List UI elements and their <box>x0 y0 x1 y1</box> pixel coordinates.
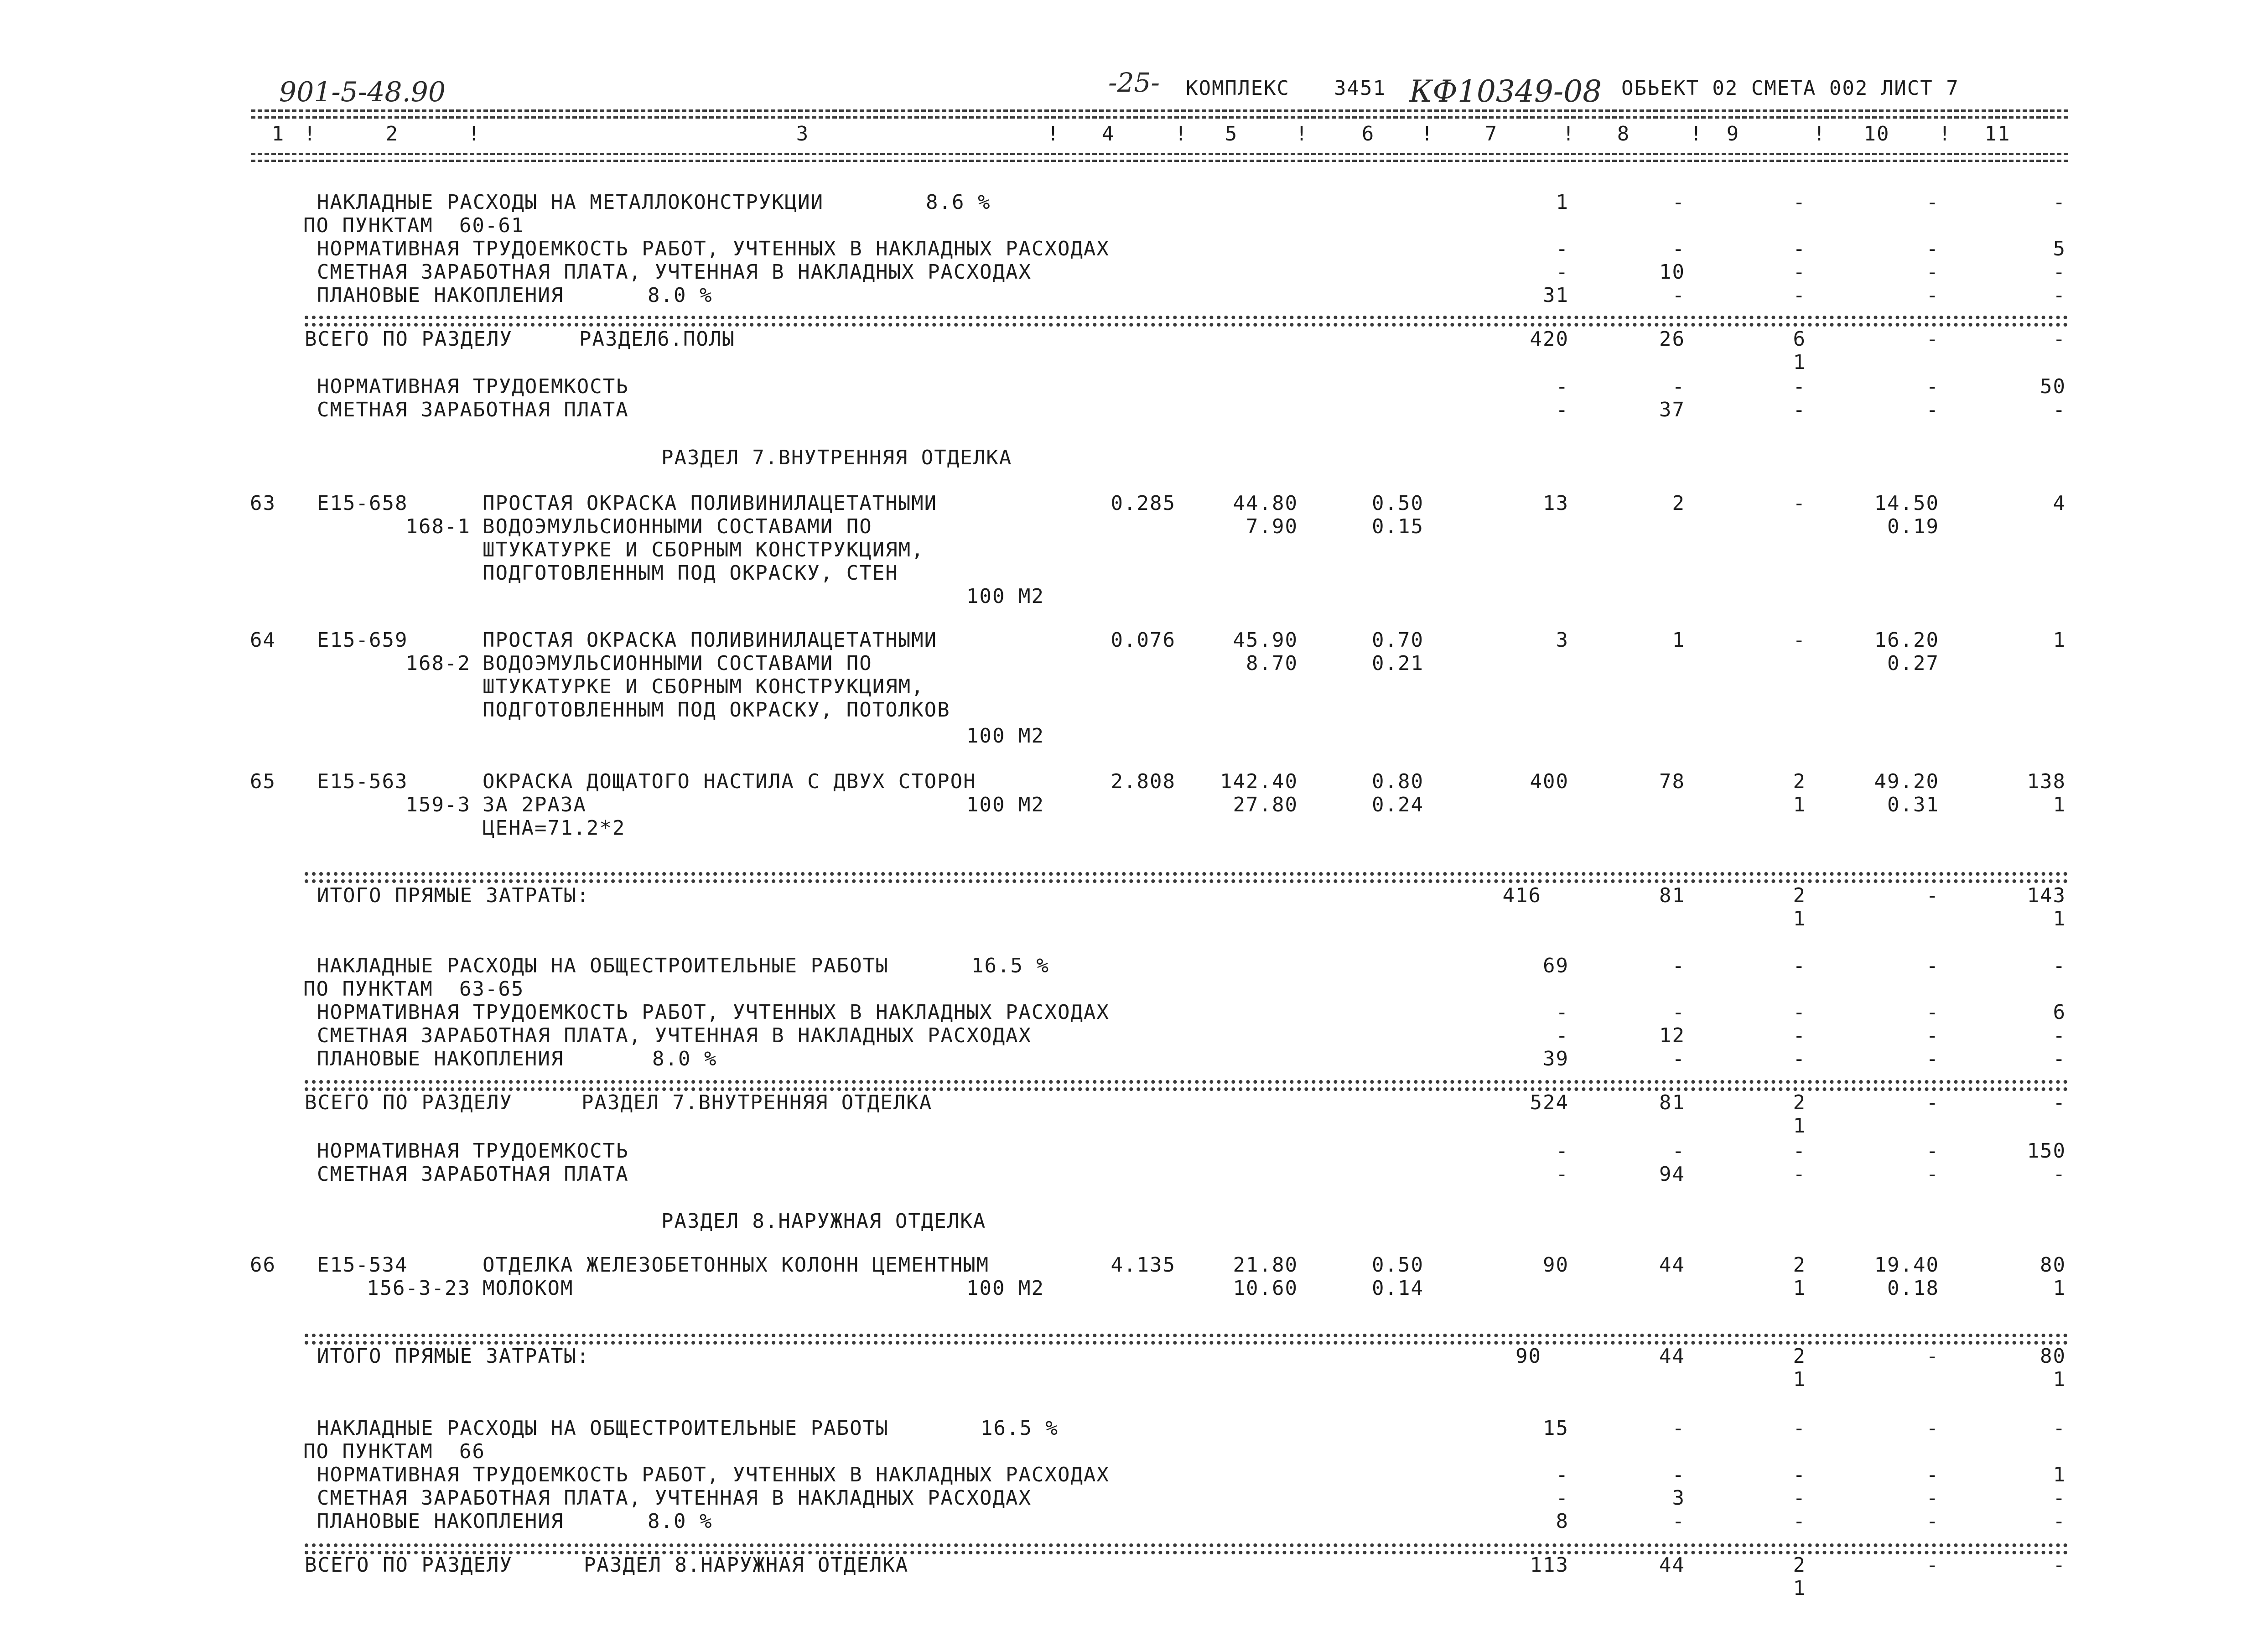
cell-c10: - <box>1926 191 1939 214</box>
item-description: ОТДЕЛКА ЖЕЛЕЗОБЕТОННЫХ КОЛОНН ЦЕМЕНТНЫМ <box>483 1253 990 1277</box>
item-description: ПОДГОТОВЛЕННЫМ ПОД ОКРАСКУ, СТЕН <box>483 561 898 585</box>
item-description: ЗА 2РАЗА <box>483 793 586 816</box>
cell-c7: - <box>1556 375 1569 398</box>
cell-c9: 6 <box>1793 327 1806 351</box>
cell-c11: 80 <box>2040 1345 2066 1368</box>
cell-c8: 26 <box>1659 327 1685 351</box>
cell-c9: - <box>1793 492 1806 515</box>
cell-c11: - <box>2053 1091 2066 1114</box>
cell-c8: 94 <box>1659 1163 1685 1186</box>
cell-c6-sub: 0.21 <box>1372 652 1424 675</box>
item-subcode: 168-1 <box>405 515 471 538</box>
overhead-label: НАКЛАДНЫЕ РАСХОДЫ НА ОБЩЕСТРОИТЕЛЬНЫЕ РАБОТЫ <box>317 1417 889 1440</box>
cell-c9: - <box>1793 629 1806 652</box>
item-description: ПОДГОТОВЛЕННЫМ ПОД ОКРАСКУ, ПОТОЛКОВ <box>483 698 950 722</box>
cell-c7: 1 <box>1556 191 1569 214</box>
column-divider: ! <box>1813 122 1827 145</box>
cell-c8: 10 <box>1659 260 1685 284</box>
cell-c10: - <box>1926 1091 1939 1114</box>
header-rule-bottom-2 <box>251 160 2068 162</box>
cell-c11-sub: 1 <box>2053 793 2066 816</box>
cell-c6-sub: 0.15 <box>1372 515 1424 538</box>
cell-c10: 19.40 <box>1874 1253 1939 1277</box>
summary-wage-label: СМЕТНАЯ ЗАРАБОТНАЯ ПЛАТА <box>317 398 629 421</box>
cell-c10: - <box>1926 327 1939 351</box>
cell-c8: 78 <box>1659 770 1685 793</box>
column-number: 1 <box>271 122 285 145</box>
item-description: МОЛОКОМ <box>483 1277 574 1300</box>
cell-c9: 2 <box>1793 1553 1806 1577</box>
cell-c9-sub: 1 <box>1793 1368 1806 1391</box>
cell-c10: - <box>1926 1463 1939 1486</box>
cell-c10: 16.20 <box>1874 629 1939 652</box>
section-total-label: ВСЕГО ПО РАЗДЕЛУ <box>305 1553 513 1577</box>
cell-c7: 15 <box>1543 1417 1569 1440</box>
cell-c9: 2 <box>1793 1091 1806 1114</box>
cell-c6: 0.80 <box>1372 770 1424 793</box>
cell-c10-sub: 0.18 <box>1887 1277 1939 1300</box>
object-smeta-sheet: ОБЬЕКТ 02 СМЕТА 002 ЛИСТ 7 <box>1621 77 1959 100</box>
cell-c9-sub: 1 <box>1793 1577 1806 1600</box>
plan-label: ПЛАНОВЫЕ НАКОПЛЕНИЯ <box>317 1047 564 1070</box>
cell-c7: 400 <box>1530 770 1569 793</box>
cell-c9: 2 <box>1793 1345 1806 1368</box>
labor-label: НОРМАТИВНАЯ ТРУДОЕМКОСТЬ РАБОТ, УЧТЕННЫХ В НАКЛАДНЫХ РАСХОДАХ <box>317 1001 1110 1024</box>
cell-c11: - <box>2053 954 2066 977</box>
wage-label: СМЕТНАЯ ЗАРАБОТНАЯ ПЛАТА, УЧТЕННАЯ В НАКЛАДНЫХ РАСХОДАХ <box>317 1486 1032 1510</box>
cell-c5-sub: 10.60 <box>1233 1277 1298 1300</box>
item-description: ШТУКАТУРКЕ И СБОРНЫМ КОНСТРУКЦИЯМ, <box>483 675 924 698</box>
cell-c9: - <box>1793 1163 1806 1186</box>
complex-code: КФ10349-08 <box>1409 74 1602 109</box>
plan-percent: 8.0 % <box>652 1047 717 1070</box>
cell-c7: 524 <box>1530 1091 1569 1114</box>
cell-c10: - <box>1926 284 1939 307</box>
item-number: 65 <box>250 770 276 793</box>
column-number: 2 <box>385 122 399 145</box>
item-description: ОКРАСКА ДОЩАТОГО НАСТИЛА С ДВУХ СТОРОН <box>483 770 976 793</box>
cell-c7: 31 <box>1543 284 1569 307</box>
points-range: ПО ПУНКТАМ 63-65 <box>303 977 524 1001</box>
overhead-label: НАКЛАДНЫЕ РАСХОДЫ НА ОБЩЕСТРОИТЕЛЬНЫЕ РАБОТЫ <box>317 954 889 977</box>
cell-c11: - <box>2053 1163 2066 1186</box>
overhead-percent: 16.5 % <box>971 954 1049 977</box>
section-total-name: РАЗДЕЛ 8.НАРУЖНАЯ ОТДЕЛКА <box>584 1553 909 1577</box>
cell-c8: 81 <box>1659 884 1685 907</box>
cell-c9: - <box>1793 260 1806 284</box>
item-code: Е15-563 <box>317 770 408 793</box>
cell-c7: - <box>1556 1139 1569 1163</box>
column-number: 9 <box>1726 122 1740 145</box>
cell-c11: 143 <box>2027 884 2066 907</box>
complex-number: 3451 <box>1334 77 1386 100</box>
cell-c8: 44 <box>1659 1553 1685 1577</box>
item-unit: 100 М2 <box>966 724 1044 748</box>
column-number: 6 <box>1361 122 1375 145</box>
dotted-rule <box>305 323 2068 327</box>
item-number: 66 <box>250 1253 276 1277</box>
points-range: ПО ПУНКТАМ 60-61 <box>303 214 524 237</box>
cell-c11: - <box>2053 1024 2066 1047</box>
overhead-percent: 8.6 % <box>926 191 991 214</box>
column-divider: ! <box>1421 122 1434 145</box>
column-divider: ! <box>303 122 317 145</box>
cell-c11-sub: 1 <box>2053 1277 2066 1300</box>
item-unit: 100 М2 <box>966 1277 1044 1300</box>
cell-c10: - <box>1926 398 1939 421</box>
cell-c10: - <box>1926 1047 1939 1070</box>
cell-c8: - <box>1672 954 1685 977</box>
cell-c8: 2 <box>1672 492 1685 515</box>
plan-percent: 8.0 % <box>648 1510 713 1533</box>
cell-c10: - <box>1926 1486 1939 1510</box>
cell-c7: 90 <box>1543 1253 1569 1277</box>
column-divider: ! <box>1047 122 1060 145</box>
cell-c9-sub: 1 <box>1793 351 1806 374</box>
dotted-rule <box>305 879 2068 883</box>
cell-c9: - <box>1793 1047 1806 1070</box>
cell-c10: - <box>1926 1001 1939 1024</box>
cell-c10: - <box>1926 1553 1939 1577</box>
cell-c4: 2.808 <box>1111 770 1176 793</box>
cell-c7: - <box>1556 1463 1569 1486</box>
cell-c6: 0.50 <box>1372 1253 1424 1277</box>
cell-c4: 4.135 <box>1111 1253 1176 1277</box>
cell-c11: - <box>2053 1553 2066 1577</box>
cell-c4: 0.076 <box>1111 629 1176 652</box>
overhead-label: НАКЛАДНЫЕ РАСХОДЫ НА МЕТАЛЛОКОНСТРУКЦИИ <box>317 191 824 214</box>
column-number: 8 <box>1617 122 1630 145</box>
cell-c9: 2 <box>1793 1253 1806 1277</box>
column-number: 4 <box>1101 122 1115 145</box>
item-description: ВОДОЭМУЛЬСИОННЫМИ СОСТАВАМИ ПО <box>483 515 872 538</box>
cell-c9: - <box>1793 1024 1806 1047</box>
cell-c11: - <box>2053 1486 2066 1510</box>
cell-c7: - <box>1556 1001 1569 1024</box>
item-subcode: 159-3 <box>405 793 471 816</box>
cell-c7: 420 <box>1530 327 1569 351</box>
cell-c8: 1 <box>1672 629 1685 652</box>
dotted-rule <box>305 1543 2068 1547</box>
cell-c7: - <box>1556 398 1569 421</box>
cell-c8: - <box>1672 284 1685 307</box>
header-rule-bottom <box>251 153 2068 155</box>
cell-c11: 138 <box>2027 770 2066 793</box>
cell-c11: 80 <box>2040 1253 2066 1277</box>
cell-c10-sub: 0.27 <box>1887 652 1939 675</box>
points-range: ПО ПУНКТАМ 66 <box>303 1440 485 1463</box>
section-total-label: ВСЕГО ПО РАЗДЕЛУ <box>305 1091 513 1114</box>
summary-labor-label: НОРМАТИВНАЯ ТРУДОЕМКОСТЬ <box>317 1139 629 1163</box>
cell-c6-sub: 0.14 <box>1372 1277 1424 1300</box>
plan-percent: 8.0 % <box>648 284 713 307</box>
summary-labor-label: НОРМАТИВНАЯ ТРУДОЕМКОСТЬ <box>317 375 629 398</box>
cell-c7: - <box>1556 260 1569 284</box>
cell-c7: 416 <box>1502 884 1541 907</box>
column-number: 5 <box>1225 122 1238 145</box>
section-total-label: ВСЕГО ПО РАЗДЕЛУ <box>305 327 513 351</box>
section-title: РАЗДЕЛ 8.НАРУЖНАЯ ОТДЕЛКА <box>661 1210 986 1233</box>
cell-c7: 3 <box>1556 629 1569 652</box>
cell-c11: - <box>2053 191 2066 214</box>
cell-c8: - <box>1672 1417 1685 1440</box>
plan-label: ПЛАНОВЫЕ НАКОПЛЕНИЯ <box>317 1510 564 1533</box>
cell-c8: - <box>1672 1139 1685 1163</box>
cell-c7: 39 <box>1543 1047 1569 1070</box>
cell-c9: 2 <box>1793 884 1806 907</box>
plan-label: ПЛАНОВЫЕ НАКОПЛЕНИЯ <box>317 284 564 307</box>
wage-label: СМЕТНАЯ ЗАРАБОТНАЯ ПЛАТА, УЧТЕННАЯ В НАКЛАДНЫХ РАСХОДАХ <box>317 260 1032 284</box>
cell-c5: 44.80 <box>1233 492 1298 515</box>
cell-c7: 113 <box>1530 1553 1569 1577</box>
cell-c10-sub: 0.31 <box>1887 793 1939 816</box>
cell-c9: - <box>1793 1463 1806 1486</box>
cell-c7: 69 <box>1543 954 1569 977</box>
cell-c8: - <box>1672 237 1685 260</box>
wage-label: СМЕТНАЯ ЗАРАБОТНАЯ ПЛАТА, УЧТЕННАЯ В НАКЛАДНЫХ РАСХОДАХ <box>317 1024 1032 1047</box>
item-description: ПРОСТАЯ ОКРАСКА ПОЛИВИНИЛАЦЕТАТНЫМИ <box>483 629 938 652</box>
cell-c10: - <box>1926 260 1939 284</box>
cell-c9: - <box>1793 954 1806 977</box>
cell-c10-sub: 0.19 <box>1887 515 1939 538</box>
cell-c5-sub: 27.80 <box>1233 793 1298 816</box>
item-number: 64 <box>250 629 276 652</box>
cell-c5: 45.90 <box>1233 629 1298 652</box>
cell-c7: 13 <box>1543 492 1569 515</box>
cell-c10: - <box>1926 1139 1939 1163</box>
cell-c6: 0.70 <box>1372 629 1424 652</box>
cell-c10: 49.20 <box>1874 770 1939 793</box>
header-rule-top <box>251 109 2068 112</box>
cell-c8: 44 <box>1659 1253 1685 1277</box>
cell-c10: 14.50 <box>1874 492 1939 515</box>
cell-c10: - <box>1926 1510 1939 1533</box>
cell-c5-sub: 7.90 <box>1246 515 1298 538</box>
item-description: ЦЕНА=71.2*2 <box>483 816 626 840</box>
item-code: Е15-658 <box>317 492 408 515</box>
cell-c10: - <box>1926 375 1939 398</box>
cell-c9: - <box>1793 398 1806 421</box>
cell-c4: 0.285 <box>1111 492 1176 515</box>
column-divider: ! <box>1938 122 1952 145</box>
cell-c11: 6 <box>2053 1001 2066 1024</box>
direct-costs-label: ИТОГО ПРЯМЫЕ ЗАТРАТЫ: <box>317 884 590 907</box>
cell-c6: 0.50 <box>1372 492 1424 515</box>
cell-c6-sub: 0.24 <box>1372 793 1424 816</box>
item-number: 63 <box>250 492 276 515</box>
cell-c7: - <box>1556 237 1569 260</box>
item-subcode: 156-3-23 <box>367 1277 471 1300</box>
cell-c9: - <box>1793 1139 1806 1163</box>
cell-c11-sub: 1 <box>2053 907 2066 930</box>
cell-c5: 21.80 <box>1233 1253 1298 1277</box>
cell-c10: - <box>1926 1417 1939 1440</box>
cell-c11: - <box>2053 260 2066 284</box>
cell-c8: - <box>1672 191 1685 214</box>
cell-c11: 150 <box>2027 1139 2066 1163</box>
item-description: ПРОСТАЯ ОКРАСКА ПОЛИВИНИЛАЦЕТАТНЫМИ <box>483 492 938 515</box>
doc-code: 901-5-48.90 <box>279 76 446 108</box>
cell-c11: - <box>2053 1047 2066 1070</box>
cell-c11: - <box>2053 327 2066 351</box>
cell-c8: 12 <box>1659 1024 1685 1047</box>
dotted-rule <box>305 1080 2068 1084</box>
cell-c5-sub: 8.70 <box>1246 652 1298 675</box>
cell-c11: 4 <box>2053 492 2066 515</box>
dotted-rule <box>305 1341 2068 1345</box>
item-unit: 100 М2 <box>966 793 1044 816</box>
page-mark: -25- <box>1108 67 1160 98</box>
cell-c11: 1 <box>2053 1463 2066 1486</box>
cell-c10: - <box>1926 884 1939 907</box>
item-code: Е15-534 <box>317 1253 408 1277</box>
cell-c11: 5 <box>2053 237 2066 260</box>
column-divider: ! <box>1562 122 1576 145</box>
cell-c11: 1 <box>2053 629 2066 652</box>
item-unit: 100 М2 <box>966 585 1044 608</box>
cell-c10: - <box>1926 1024 1939 1047</box>
cell-c10: - <box>1926 1163 1939 1186</box>
section-title: РАЗДЕЛ 7.ВНУТРЕННЯЯ ОТДЕЛКА <box>661 446 1012 469</box>
cell-c8: 37 <box>1659 398 1685 421</box>
cell-c7: 8 <box>1556 1510 1569 1533</box>
direct-costs-label: ИТОГО ПРЯМЫЕ ЗАТРАТЫ: <box>317 1345 590 1368</box>
cell-c7: - <box>1556 1163 1569 1186</box>
cell-c9: - <box>1793 1510 1806 1533</box>
cell-c11-sub: 1 <box>2053 1368 2066 1391</box>
cell-c10: - <box>1926 954 1939 977</box>
column-number: 11 <box>1984 122 2011 145</box>
labor-label: НОРМАТИВНАЯ ТРУДОЕМКОСТЬ РАБОТ, УЧТЕННЫХ В НАКЛАДНЫХ РАСХОДАХ <box>317 1463 1110 1486</box>
item-description: ШТУКАТУРКЕ И СБОРНЫМ КОНСТРУКЦИЯМ, <box>483 538 924 561</box>
cell-c9-sub: 1 <box>1793 1277 1806 1300</box>
column-divider: ! <box>1295 122 1309 145</box>
item-code: Е15-659 <box>317 629 408 652</box>
column-number: 10 <box>1863 122 1890 145</box>
cell-c9: - <box>1793 375 1806 398</box>
column-number: 3 <box>796 122 810 145</box>
column-divider: ! <box>1690 122 1703 145</box>
cell-c9-sub: 1 <box>1793 793 1806 816</box>
dotted-rule <box>305 1334 2068 1337</box>
item-subcode: 168-2 <box>405 652 471 675</box>
cell-c11: - <box>2053 1417 2066 1440</box>
cell-c9-sub: 1 <box>1793 1114 1806 1138</box>
dotted-rule <box>305 316 2068 319</box>
cell-c9: - <box>1793 1486 1806 1510</box>
labor-label: НОРМАТИВНАЯ ТРУДОЕМКОСТЬ РАБОТ, УЧТЕННЫХ В НАКЛАДНЫХ РАСХОДАХ <box>317 237 1110 260</box>
column-divider: ! <box>467 122 481 145</box>
cell-c8: - <box>1672 1001 1685 1024</box>
section-total-name: РАЗДЕЛ 7.ВНУТРЕННЯЯ ОТДЕЛКА <box>581 1091 933 1114</box>
section-total-name: РАЗДЕЛ6.ПОЛЫ <box>579 327 735 351</box>
overhead-percent: 16.5 % <box>981 1417 1059 1440</box>
cell-c5: 142.40 <box>1220 770 1298 793</box>
cell-c11: - <box>2053 398 2066 421</box>
cell-c10: - <box>1926 237 1939 260</box>
dotted-rule <box>305 872 2068 876</box>
item-description: ВОДОЭМУЛЬСИОННЫМИ СОСТАВАМИ ПО <box>483 652 872 675</box>
cell-c9: - <box>1793 1417 1806 1440</box>
complex-label: КОМПЛЕКС <box>1186 77 1290 100</box>
column-divider: ! <box>1174 122 1188 145</box>
cell-c7: 90 <box>1515 1345 1541 1368</box>
cell-c9: - <box>1793 191 1806 214</box>
cell-c11: 50 <box>2040 375 2066 398</box>
cell-c9: - <box>1793 284 1806 307</box>
dotted-rule <box>305 1087 2068 1091</box>
cell-c8: - <box>1672 1510 1685 1533</box>
summary-wage-label: СМЕТНАЯ ЗАРАБОТНАЯ ПЛАТА <box>317 1163 629 1186</box>
cell-c8: - <box>1672 375 1685 398</box>
cell-c8: 81 <box>1659 1091 1685 1114</box>
cell-c8: 44 <box>1659 1345 1685 1368</box>
cell-c9: - <box>1793 237 1806 260</box>
column-number: 7 <box>1484 122 1498 145</box>
cell-c8: 3 <box>1672 1486 1685 1510</box>
cell-c11: - <box>2053 1510 2066 1533</box>
cell-c8: - <box>1672 1463 1685 1486</box>
cell-c8: - <box>1672 1047 1685 1070</box>
cell-c7: - <box>1556 1024 1569 1047</box>
cell-c9: 2 <box>1793 770 1806 793</box>
cell-c10: - <box>1926 1345 1939 1368</box>
cell-c7: - <box>1556 1486 1569 1510</box>
cell-c9-sub: 1 <box>1793 907 1806 930</box>
cell-c9: - <box>1793 1001 1806 1024</box>
cell-c11: - <box>2053 284 2066 307</box>
header-rule-top-2 <box>251 116 2068 119</box>
